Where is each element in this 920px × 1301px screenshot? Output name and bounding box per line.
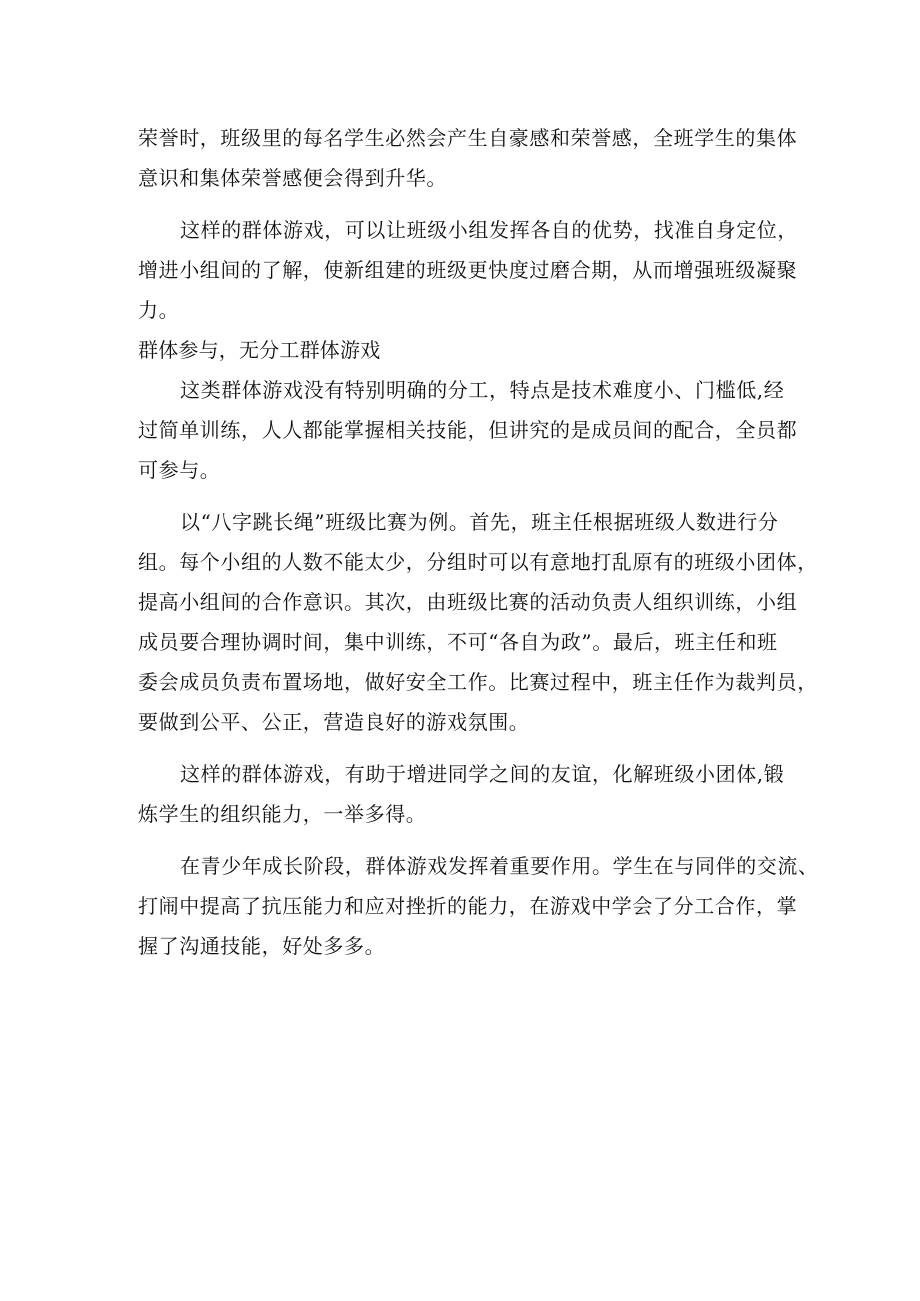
paragraph-line: 这样的群体游戏，有助于增进同学之间的友谊，化解班级小团体,锻 — [180, 762, 785, 786]
paragraph-line: 以“八字跳长绳”班级比赛为例。首先，班主任根据班级人数进行分 — [180, 510, 779, 534]
paragraph-6 — [138, 846, 819, 966]
paragraph-line: 这样的群体游戏，可以让班级小组发挥各自的优势，找准自身定位， — [180, 218, 798, 242]
paragraph-line: 在青少年成长阶段，群体游戏发挥着重要作用。学生在与同伴的交流、 — [180, 854, 819, 878]
paragraph-line: 要做到公平、公正，营造良好的游戏氛围。 — [138, 710, 530, 734]
paragraph-2 — [138, 210, 798, 330]
paragraph-1 — [138, 118, 798, 198]
paragraph-line: 这类群体游戏没有特别明确的分工，特点是技术难度小、门槛低,经 — [180, 378, 785, 402]
paragraph-line: 过简单训练，人人都能掌握相关技能，但讲究的是成员间的配合，全员都 — [138, 418, 798, 442]
paragraph-4 — [138, 502, 818, 742]
paragraph-line: 委会成员负责布置场地，做好安全工作。比赛过程中，班主任作为裁判员， — [138, 670, 818, 694]
paragraph-line: 组。每个小组的人数不能太少，分组时可以有意地打乱原有的班级小团体， — [138, 550, 818, 574]
paragraph-line: 炼学生的组织能力，一举多得。 — [138, 802, 427, 826]
paragraph-3 — [138, 370, 798, 490]
paragraph-line: 成员要合理协调时间，集中训练，不可“各自为政”。最后，班主任和班 — [138, 630, 778, 654]
paragraph-5 — [138, 754, 788, 834]
paragraph-line: 增进小组间的了解，使新组建的班级更快度过磨合期，从而增强班级凝聚 — [138, 258, 798, 282]
paragraph-line: 打闹中提高了抗压能力和应对挫折的能力，在游戏中学会了分工合作，掌 — [138, 894, 798, 918]
paragraph-line: 握了沟通技能，好处多多。 — [138, 934, 386, 958]
paragraph-line: 可参与。 — [138, 458, 221, 482]
section-heading — [138, 330, 788, 370]
paragraph-line: 力。 — [138, 298, 180, 322]
paragraph-line: 荣誉时，班级里的每名学生必然会产生自豪感和荣誉感，全班学生的集体 — [138, 126, 798, 150]
section-heading-text: 群体参与，无分工群体游戏 — [138, 338, 381, 362]
document-body — [138, 118, 819, 966]
paragraph-line: 意识和集体荣誉感便会得到升华。 — [138, 166, 447, 190]
paragraph-line: 提高小组间的合作意识。其次，由班级比赛的活动负责人组织训练，小组 — [138, 590, 798, 614]
